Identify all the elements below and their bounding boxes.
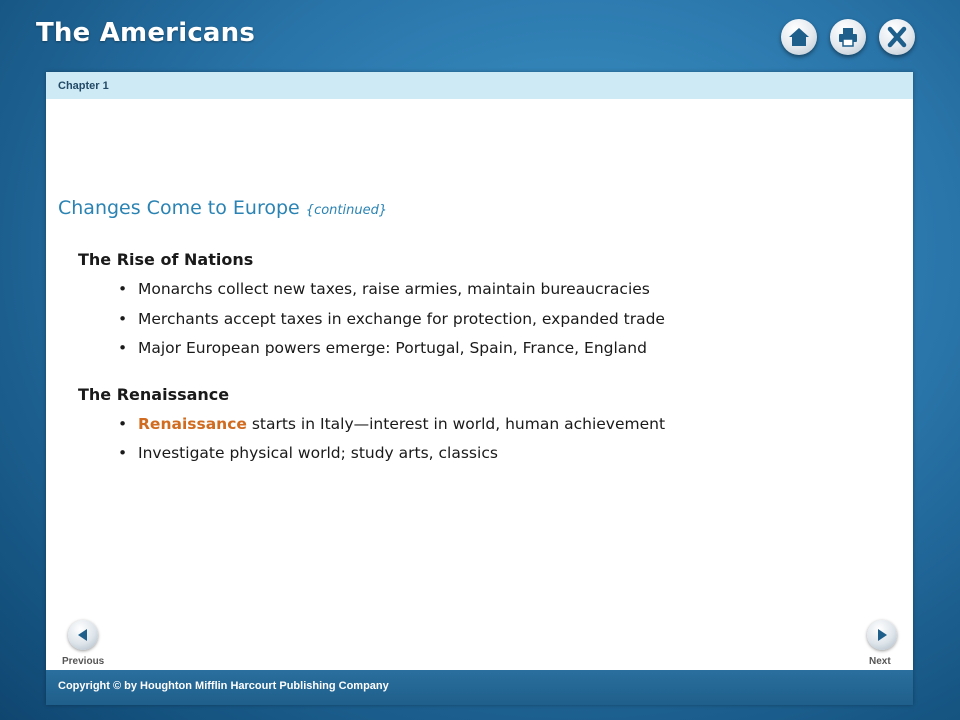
slide-title-suffix: {continued} — [305, 203, 388, 218]
slide-panel — [46, 72, 913, 705]
bullet-item — [118, 310, 665, 328]
bullet-text: Major European powers emerge: Portugal, Spain, France, England — [138, 339, 647, 357]
previous-label: Previous — [62, 656, 105, 667]
section-heading: The Renaissance — [78, 385, 230, 404]
bullet-dot: • — [118, 280, 128, 298]
close-button[interactable] — [879, 19, 915, 55]
bullet-item — [118, 339, 647, 357]
previous-button[interactable] — [68, 620, 98, 650]
bullet-dot: • — [118, 339, 128, 357]
slide-title — [58, 197, 387, 219]
section-heading: The Rise of Nations — [78, 250, 254, 269]
highlight-term-renaissance[interactable]: Renaissance — [138, 415, 247, 433]
next-button[interactable] — [867, 620, 897, 650]
chapter-bar — [46, 72, 913, 99]
print-icon — [837, 26, 859, 48]
bullet-text: Investigate physical world; study arts, classics — [138, 444, 498, 462]
footer-bar — [46, 670, 913, 705]
bullet-item — [118, 415, 665, 433]
arrow-right-icon — [875, 628, 889, 642]
arrow-left-icon — [76, 628, 90, 642]
bullet-dot: • — [118, 444, 128, 462]
bullet-text: Merchants accept taxes in exchange for protection, expanded trade — [138, 310, 665, 328]
home-button[interactable] — [781, 19, 817, 55]
app-title: The Americans — [36, 18, 256, 48]
bullet-item — [118, 444, 498, 462]
chapter-label: Chapter 1 — [58, 80, 109, 92]
bullet-text: Monarchs collect new taxes, raise armies, maintain bureaucracies — [138, 280, 650, 298]
bullet-item — [118, 280, 650, 298]
bullet-text: starts in Italy—interest in world, human achievement — [246, 415, 666, 433]
copyright-text: Copyright © by Houghton Mifflin Harcourt Publishing Company — [58, 680, 389, 692]
slide-title-text: Changes Come to Europe — [58, 197, 300, 219]
print-button[interactable] — [830, 19, 866, 55]
bullet-dot: • — [118, 415, 128, 433]
next-label: Next — [869, 656, 891, 667]
bullet-dot: • — [118, 310, 128, 328]
close-icon — [886, 26, 908, 48]
home-icon — [788, 26, 810, 48]
